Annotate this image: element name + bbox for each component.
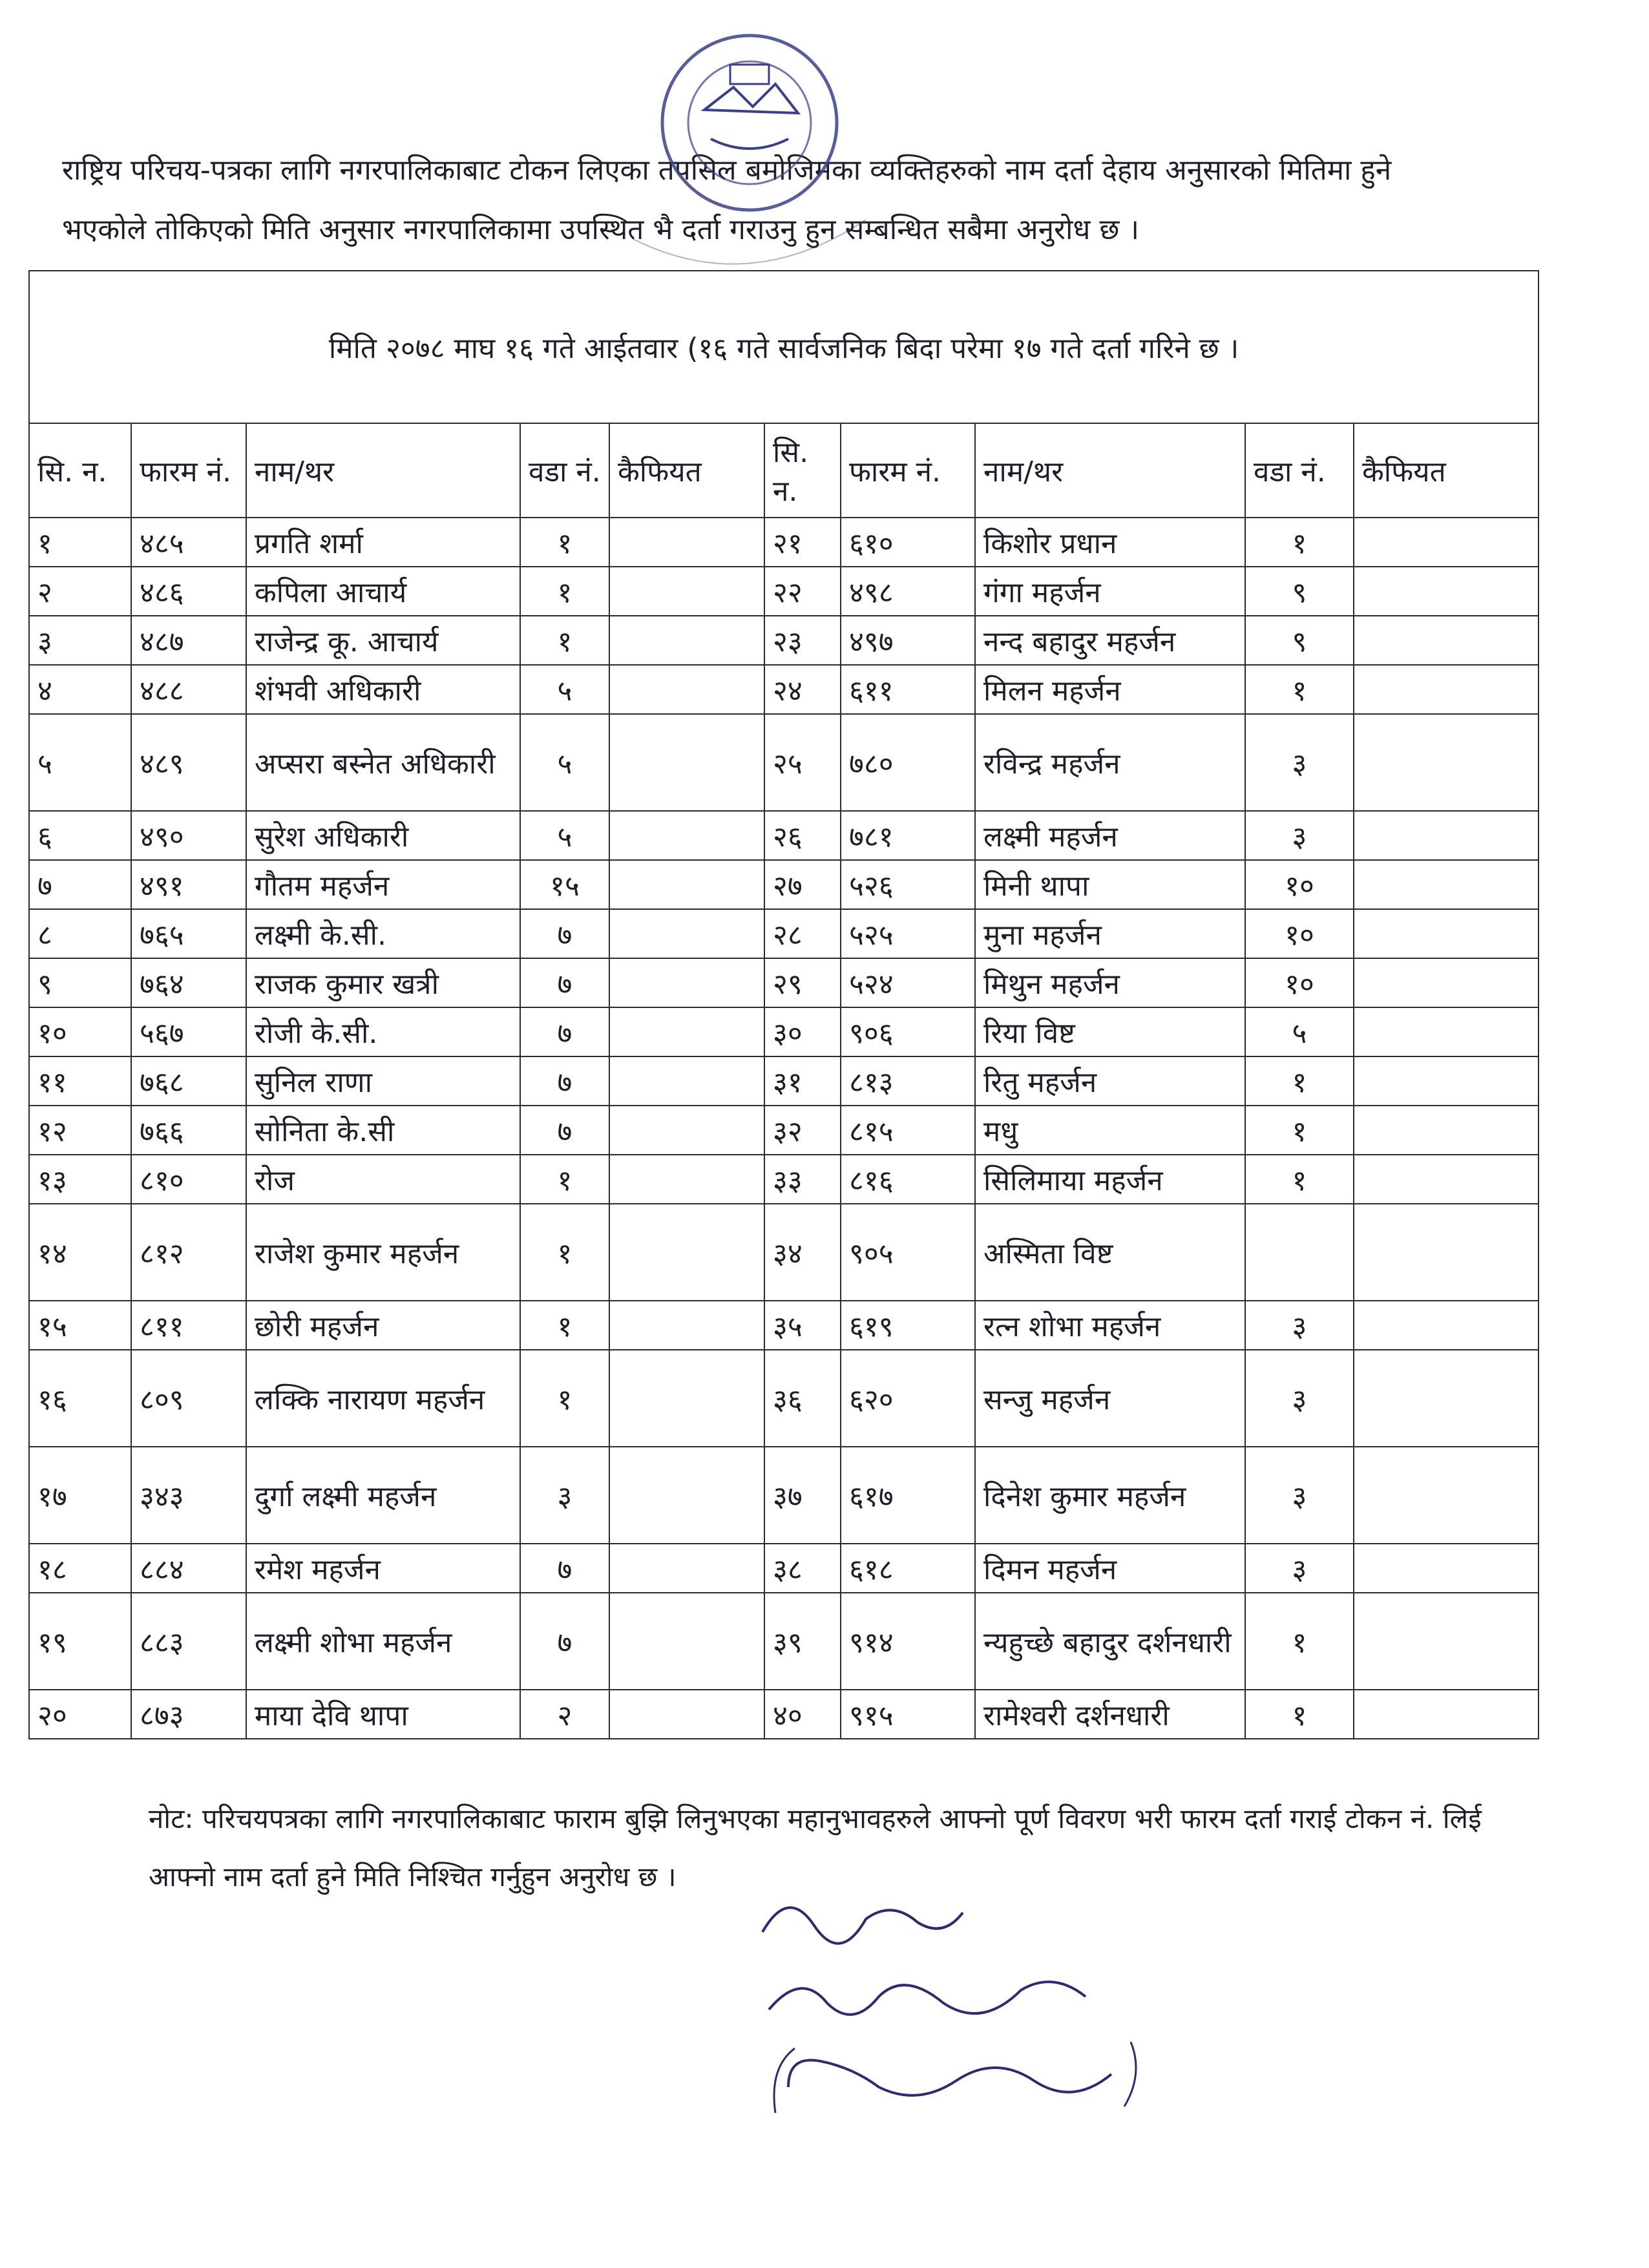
cell-form-no: ७६६ (131, 1106, 246, 1155)
registration-table (28, 270, 1539, 1739)
table-caption: मिति २०७८ माघ १६ गते आईतवार (१६ गते सार्वजनिक बिदा परेमा १७ गते दर्ता गरिने छ । (29, 271, 1539, 423)
cell-sn: ६ (29, 811, 131, 860)
cell-remarks (609, 1056, 764, 1106)
cell-name: रितु महर्जन (975, 1056, 1245, 1106)
table-header-row (29, 423, 1539, 518)
cell-remarks (609, 1447, 764, 1544)
cell-ward: ७ (520, 1593, 609, 1690)
cell-remarks (609, 616, 764, 665)
cell-form-no: ४८९ (131, 714, 246, 811)
cell-ward: १ (520, 1204, 609, 1301)
cell-sn: ३३ (764, 1155, 841, 1204)
header-ward: वडा नं. (520, 423, 609, 518)
cell-sn: २७ (764, 860, 841, 909)
cell-ward: १ (520, 616, 609, 665)
cell-sn: २४ (764, 665, 841, 714)
cell-ward: २ (520, 1690, 609, 1739)
cell-sn: १२ (29, 1106, 131, 1155)
cell-name: रत्न शोभा महर्जन (975, 1301, 1245, 1350)
cell-name: दिनेश कुमार महर्जन (975, 1447, 1245, 1544)
cell-form-no: ३४३ (131, 1447, 246, 1544)
cell-remarks (1354, 1204, 1539, 1301)
cell-form-no: ९१४ (841, 1593, 975, 1690)
table-row (29, 909, 1539, 958)
cell-sn: ३५ (764, 1301, 841, 1350)
cell-name: गौतम महर्जन (246, 860, 520, 909)
cell-ward: १ (1245, 1155, 1354, 1204)
cell-form-no: ६११ (841, 665, 975, 714)
header-sn: सि. न. (764, 423, 841, 518)
cell-remarks (609, 1204, 764, 1301)
cell-remarks (609, 518, 764, 567)
cell-name: रिया विष्ट (975, 1007, 1245, 1056)
cell-form-no: ९०६ (841, 1007, 975, 1056)
cell-remarks (1354, 1301, 1539, 1350)
table-row (29, 811, 1539, 860)
table-row (29, 860, 1539, 909)
cell-name: शंभवी अधिकारी (246, 665, 520, 714)
table-row (29, 714, 1539, 811)
cell-remarks (1354, 958, 1539, 1007)
cell-name: रोज (246, 1155, 520, 1204)
cell-sn: ३१ (764, 1056, 841, 1106)
cell-name: दुर्गा लक्ष्मी महर्जन (246, 1447, 520, 1544)
cell-sn: १९ (29, 1593, 131, 1690)
cell-sn: ४ (29, 665, 131, 714)
cell-remarks (1354, 1007, 1539, 1056)
cell-ward: ५ (520, 714, 609, 811)
cell-ward: १ (520, 1350, 609, 1447)
header-name: नाम/थर (975, 423, 1245, 518)
header-name: नाम/थर (246, 423, 520, 518)
cell-form-no: ७६५ (131, 909, 246, 958)
cell-name: नन्द बहादुर महर्जन (975, 616, 1245, 665)
cell-sn: ३२ (764, 1106, 841, 1155)
cell-ward: ३ (1245, 1301, 1354, 1350)
cell-name: रोजी के.सी. (246, 1007, 520, 1056)
cell-name: राजक कुमार खत्री (246, 958, 520, 1007)
cell-form-no: ८१६ (841, 1155, 975, 1204)
cell-sn: ३८ (764, 1544, 841, 1593)
cell-sn: ३९ (764, 1593, 841, 1690)
cell-name: प्रगति शर्मा (246, 518, 520, 567)
cell-name: माया देवि थापा (246, 1690, 520, 1739)
cell-remarks (1354, 518, 1539, 567)
cell-ward: १ (520, 567, 609, 616)
header-remarks: कैफियत (1354, 423, 1539, 518)
cell-remarks (1354, 1350, 1539, 1447)
cell-name: अप्सरा बस्नेत अधिकारी (246, 714, 520, 811)
cell-remarks (609, 1690, 764, 1739)
cell-form-no: ४८६ (131, 567, 246, 616)
cell-form-no: ४९१ (131, 860, 246, 909)
cell-name: दिमन महर्जन (975, 1544, 1245, 1593)
cell-sn: २३ (764, 616, 841, 665)
cell-ward: ७ (520, 909, 609, 958)
cell-sn: २५ (764, 714, 841, 811)
cell-ward (1245, 1204, 1354, 1301)
table-row (29, 1350, 1539, 1447)
cell-remarks (609, 1544, 764, 1593)
note-paragraph: नोट: परिचयपत्रका लागि नगरपालिकाबाट फाराम बुझि लिनुभएका महानुभावहरुले आफ्नो पूर्ण विवरण भरी फारम दर्ता गराई टोकन नं. लिई आफ्नो नाम दर्ता हुने मिति निश्चित गर्नुहुन अनुरोध छ । (149, 1803, 1482, 1893)
table-row (29, 1204, 1539, 1301)
cell-sn: २६ (764, 811, 841, 860)
cell-remarks (1354, 1690, 1539, 1739)
cell-ward: १ (520, 518, 609, 567)
cell-ward: १ (520, 1155, 609, 1204)
cell-ward: ३ (1245, 714, 1354, 811)
cell-ward: १ (1245, 665, 1354, 714)
cell-form-no: ८१५ (841, 1106, 975, 1155)
table-row (29, 1593, 1539, 1690)
cell-sn: ११ (29, 1056, 131, 1106)
cell-ward: १ (520, 1301, 609, 1350)
cell-form-no: ६१९ (841, 1301, 975, 1350)
cell-name: मिनी थापा (975, 860, 1245, 909)
cell-sn: ३६ (764, 1350, 841, 1447)
cell-sn: २१ (764, 518, 841, 567)
cell-form-no: ७६८ (131, 1056, 246, 1106)
cell-ward: ३ (1245, 1350, 1354, 1447)
cell-name: अस्मिता विष्ट (975, 1204, 1245, 1301)
cell-name: किशोर प्रधान (975, 518, 1245, 567)
cell-form-no: ५२५ (841, 909, 975, 958)
cell-form-no: ८१२ (131, 1204, 246, 1301)
cell-remarks (609, 1155, 764, 1204)
cell-remarks (609, 1593, 764, 1690)
cell-sn: ८ (29, 909, 131, 958)
cell-sn: १७ (29, 1447, 131, 1544)
cell-name: सुनिल राणा (246, 1056, 520, 1106)
cell-form-no: ८८३ (131, 1593, 246, 1690)
cell-remarks (1354, 1593, 1539, 1690)
cell-remarks (609, 909, 764, 958)
municipality-seal-icon (620, 26, 892, 310)
cell-form-no: ६२० (841, 1350, 975, 1447)
cell-remarks (609, 958, 764, 1007)
cell-form-no: ६१८ (841, 1544, 975, 1593)
table-row (29, 1301, 1539, 1350)
cell-sn: १ (29, 518, 131, 567)
table-row (29, 958, 1539, 1007)
cell-sn: ९ (29, 958, 131, 1007)
cell-name: राजेन्द्र कू. आचार्य (246, 616, 520, 665)
cell-sn: ५ (29, 714, 131, 811)
cell-form-no: ६१७ (841, 1447, 975, 1544)
table-row (29, 1544, 1539, 1593)
cell-form-no: ९०५ (841, 1204, 975, 1301)
cell-sn: ४० (764, 1690, 841, 1739)
cell-ward: ५ (1245, 1007, 1354, 1056)
cell-remarks (1354, 616, 1539, 665)
cell-remarks (1354, 1544, 1539, 1593)
cell-sn: १६ (29, 1350, 131, 1447)
table-row (29, 1007, 1539, 1056)
table-row (29, 1056, 1539, 1106)
cell-remarks (1354, 1447, 1539, 1544)
cell-form-no: ५२६ (841, 860, 975, 909)
cell-sn: २९ (764, 958, 841, 1007)
cell-remarks (609, 714, 764, 811)
cell-sn: ३ (29, 616, 131, 665)
cell-remarks (1354, 860, 1539, 909)
cell-name: लक्ष्मी शोभा महर्जन (246, 1593, 520, 1690)
cell-ward: ३ (1245, 811, 1354, 860)
cell-name: छोरी महर्जन (246, 1301, 520, 1350)
cell-form-no: ८७३ (131, 1690, 246, 1739)
cell-form-no: ४९८ (841, 567, 975, 616)
cell-name: सोनिता के.सी (246, 1106, 520, 1155)
cell-name: सिलिमाया महर्जन (975, 1155, 1245, 1204)
cell-form-no: ८८४ (131, 1544, 246, 1593)
cell-remarks (1354, 714, 1539, 811)
cell-form-no: ७८० (841, 714, 975, 811)
header-form-no: फारम नं. (841, 423, 975, 518)
header-sn: सि. न. (29, 423, 131, 518)
cell-sn: ३४ (764, 1204, 841, 1301)
cell-remarks (609, 860, 764, 909)
cell-ward: १० (1245, 958, 1354, 1007)
cell-name: मधु (975, 1106, 1245, 1155)
cell-ward: ९ (1245, 567, 1354, 616)
cell-form-no: ७८१ (841, 811, 975, 860)
table-row (29, 616, 1539, 665)
cell-remarks (1354, 1056, 1539, 1106)
cell-form-no: ४८५ (131, 518, 246, 567)
cell-ward: ७ (520, 1007, 609, 1056)
cell-ward: १ (1245, 1690, 1354, 1739)
cell-ward: १ (1245, 1593, 1354, 1690)
cell-form-no: ८११ (131, 1301, 246, 1350)
cell-remarks (1354, 1155, 1539, 1204)
cell-ward: ७ (520, 1544, 609, 1593)
cell-name: लक्ष्मी के.सी. (246, 909, 520, 958)
cell-ward: ७ (520, 958, 609, 1007)
cell-ward: ९ (1245, 616, 1354, 665)
cell-remarks (609, 1007, 764, 1056)
cell-name: रमेश महर्जन (246, 1544, 520, 1593)
cell-name: कपिला आचार्य (246, 567, 520, 616)
cell-ward: ७ (520, 1056, 609, 1106)
cell-name: गंगा महर्जन (975, 567, 1245, 616)
cell-ward: ५ (520, 811, 609, 860)
cell-name: न्यहुच्छे बहादुर दर्शनधारी (975, 1593, 1245, 1690)
cell-sn: १५ (29, 1301, 131, 1350)
cell-remarks (1354, 909, 1539, 958)
cell-name: लक्ष्मी महर्जन (975, 811, 1245, 860)
cell-sn: २२ (764, 567, 841, 616)
cell-sn: ३७ (764, 1447, 841, 1544)
cell-name: सन्जु महर्जन (975, 1350, 1245, 1447)
table-row (29, 1106, 1539, 1155)
cell-name: सुरेश अधिकारी (246, 811, 520, 860)
cell-ward: ७ (520, 1106, 609, 1155)
cell-ward: १ (1245, 1106, 1354, 1155)
cell-form-no: ९१५ (841, 1690, 975, 1739)
cell-sn: ३० (764, 1007, 841, 1056)
cell-form-no: ४८७ (131, 616, 246, 665)
cell-form-no: ५२४ (841, 958, 975, 1007)
cell-remarks (1354, 811, 1539, 860)
cell-name: राजेश कुमार महर्जन (246, 1204, 520, 1301)
cell-form-no: ६१० (841, 518, 975, 567)
cell-ward: १ (1245, 518, 1354, 567)
cell-form-no: ५६७ (131, 1007, 246, 1056)
cell-form-no: ४९० (131, 811, 246, 860)
cell-sn: ७ (29, 860, 131, 909)
cell-remarks (609, 665, 764, 714)
header-remarks: कैफियत (609, 423, 764, 518)
cell-remarks (609, 1350, 764, 1447)
cell-ward: ३ (1245, 1447, 1354, 1544)
cell-ward: १० (1245, 909, 1354, 958)
cell-form-no: ८१३ (841, 1056, 975, 1106)
cell-remarks (609, 811, 764, 860)
cell-name: रविन्द्र महर्जन (975, 714, 1245, 811)
cell-name: लक्कि नारायण महर्जन (246, 1350, 520, 1447)
cell-remarks (1354, 1106, 1539, 1155)
cell-remarks (1354, 567, 1539, 616)
header-form-no: फारम नं. (131, 423, 246, 518)
cell-sn: २ (29, 567, 131, 616)
intro-paragraph: राष्ट्रिय परिचय-पत्रका लागि नगरपालिकाबाट टोकन लिएका तपसिल बमोजिमका व्यक्तिहरुको नाम दर्ता देहाय अनुसारको मितिमा हुने भएकोले तोकिएको मिति अनुसार नगरपालिकामा उपस्थित भै दर्ता गराउनु हुन सम्बन्धित सबैमा अनुरोध छ । (62, 154, 1392, 246)
table-row (29, 1690, 1539, 1739)
table-row (29, 1155, 1539, 1204)
cell-form-no: ४८८ (131, 665, 246, 714)
cell-name: मुना महर्जन (975, 909, 1245, 958)
table-row (29, 567, 1539, 616)
cell-form-no: ८०९ (131, 1350, 246, 1447)
cell-name: मिलन महर्जन (975, 665, 1245, 714)
table-row (29, 665, 1539, 714)
cell-sn: १३ (29, 1155, 131, 1204)
cell-ward: ३ (520, 1447, 609, 1544)
cell-name: मिथुन महर्जन (975, 958, 1245, 1007)
cell-ward: १० (1245, 860, 1354, 909)
cell-sn: २० (29, 1690, 131, 1739)
cell-form-no: ७६४ (131, 958, 246, 1007)
signature-icon (750, 1874, 1163, 2132)
cell-remarks (609, 1106, 764, 1155)
cell-form-no: ८१० (131, 1155, 246, 1204)
cell-ward: ३ (1245, 1544, 1354, 1593)
cell-ward: १ (1245, 1056, 1354, 1106)
cell-remarks (1354, 665, 1539, 714)
cell-remarks (609, 567, 764, 616)
cell-sn: २८ (764, 909, 841, 958)
cell-sn: १८ (29, 1544, 131, 1593)
cell-sn: १४ (29, 1204, 131, 1301)
cell-ward: ५ (520, 665, 609, 714)
cell-sn: १० (29, 1007, 131, 1056)
cell-remarks (609, 1301, 764, 1350)
table-row (29, 518, 1539, 567)
header-ward: वडा नं. (1245, 423, 1354, 518)
cell-name: रामेश्वरी दर्शनधारी (975, 1690, 1245, 1739)
table-row (29, 1447, 1539, 1544)
cell-ward: १५ (520, 860, 609, 909)
cell-form-no: ४९७ (841, 616, 975, 665)
